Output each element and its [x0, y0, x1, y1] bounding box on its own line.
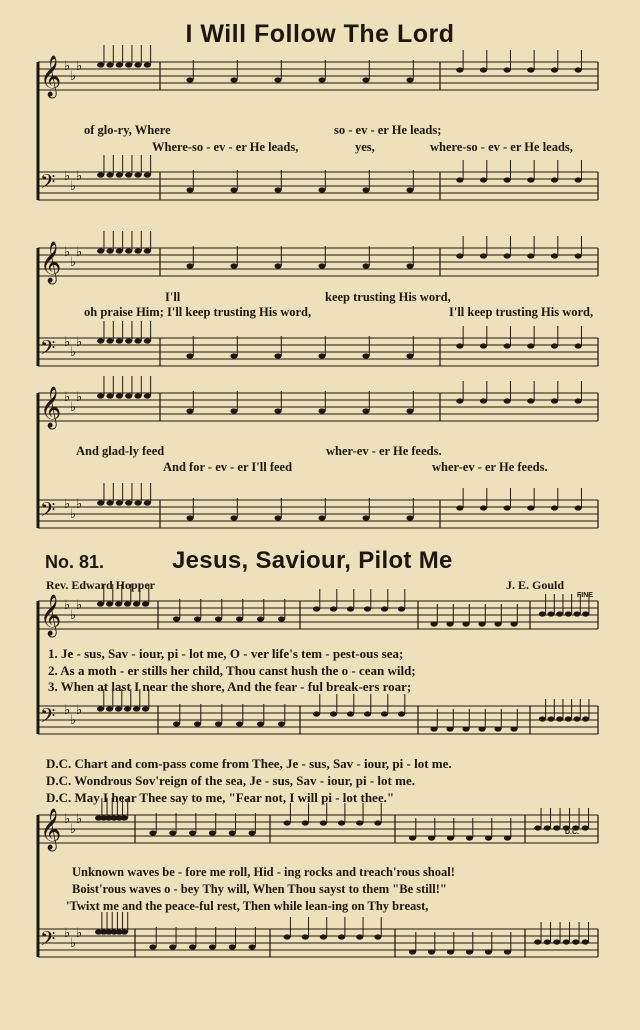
note-head [547, 716, 554, 721]
note-head [149, 830, 156, 835]
flat-sign: ♭ [64, 497, 71, 512]
note-head [318, 77, 325, 82]
note-head [356, 820, 363, 825]
note-head [547, 611, 554, 616]
note-head [446, 726, 453, 731]
flat-sign: ♭ [64, 812, 71, 827]
note-head [485, 835, 492, 840]
note-head [575, 343, 582, 348]
note-head [257, 616, 264, 621]
flat-sign: ♭ [64, 598, 71, 613]
note-head [409, 949, 416, 954]
note-head [428, 949, 435, 954]
note-head [189, 830, 196, 835]
note-head [121, 815, 128, 820]
note-head [186, 408, 193, 413]
note-head [527, 343, 534, 348]
dc-marking: D.C. [565, 829, 579, 836]
treble-clef: 𝄞 [40, 387, 62, 428]
lyric-line: oh praise Him; I'll keep trusting His word, [84, 305, 312, 319]
note-head [556, 611, 563, 616]
flat-sign: ♭ [70, 255, 77, 270]
note-head [551, 177, 558, 182]
note-head [215, 721, 222, 726]
flat-sign: ♭ [76, 703, 83, 718]
note-head [362, 263, 369, 268]
flat-sign: ♭ [76, 59, 83, 74]
note-head [116, 248, 123, 253]
note-head [274, 353, 281, 358]
note-head [144, 338, 151, 343]
note-head [230, 353, 237, 358]
lyric-line: And glad-ly feed [76, 444, 165, 458]
note-head [446, 621, 453, 626]
composer-credit: J. E. Gould [506, 578, 565, 592]
note-head [551, 67, 558, 72]
note-head [230, 77, 237, 82]
note-head [115, 706, 122, 711]
note-head [144, 500, 151, 505]
note-head [125, 500, 132, 505]
note-head [362, 77, 369, 82]
note-head [527, 177, 534, 182]
flat-sign: ♭ [70, 179, 77, 194]
lyric-line: of glo-ry, Where [84, 123, 171, 137]
note-head [406, 187, 413, 192]
note-head [320, 934, 327, 939]
flat-sign: ♭ [76, 335, 83, 350]
flat-sign: ♭ [70, 936, 77, 951]
treble-clef: 𝄞 [40, 242, 62, 283]
note-head [236, 721, 243, 726]
treble-clef: 𝄞 [40, 595, 62, 636]
note-head [374, 820, 381, 825]
note-head [478, 726, 485, 731]
note-head [553, 939, 560, 944]
flat-sign: ♭ [76, 497, 83, 512]
note-head [504, 949, 511, 954]
note-head [134, 338, 141, 343]
note-head [381, 711, 388, 716]
note-head [115, 601, 122, 606]
note-head [534, 939, 541, 944]
note-head [278, 616, 285, 621]
note-head [186, 77, 193, 82]
note-head [209, 830, 216, 835]
note-head [504, 505, 511, 510]
note-head [347, 606, 354, 611]
note-head [398, 606, 405, 611]
flat-sign: ♭ [76, 812, 83, 827]
note-head [573, 716, 580, 721]
note-head [186, 187, 193, 192]
flat-sign: ♭ [64, 926, 71, 941]
note-head [97, 172, 104, 177]
note-head [121, 929, 128, 934]
note-head [480, 398, 487, 403]
note-head [356, 934, 363, 939]
note-head [582, 825, 589, 830]
lyric-line: And for - ev - er I'll feed [163, 460, 293, 474]
refrain-line: Unknown waves be - fore me roll, Hid - ing rocks and treach'rous shoal! [72, 865, 455, 879]
note-head [551, 253, 558, 258]
flat-sign: ♭ [76, 245, 83, 260]
note-head [504, 398, 511, 403]
lyric-line: wher-ev - er He feeds. [326, 444, 442, 458]
note-head [330, 711, 337, 716]
note-head [274, 408, 281, 413]
note-head [478, 621, 485, 626]
note-head [430, 621, 437, 626]
note-head [169, 830, 176, 835]
note-head [338, 934, 345, 939]
note-head [257, 721, 264, 726]
note-head [274, 77, 281, 82]
note-head [362, 408, 369, 413]
note-head [504, 67, 511, 72]
note-head [447, 949, 454, 954]
lyric-line: I'll keep trusting His word, [449, 305, 594, 319]
note-head [565, 716, 572, 721]
dc-line: D.C. Wondrous Sov'reign of the sea, Je - sus, Sav - iour, pi - lot me. [46, 773, 415, 788]
flat-sign: ♭ [64, 703, 71, 718]
note-head [97, 248, 104, 253]
note-head [510, 621, 517, 626]
note-head [283, 934, 290, 939]
note-head [144, 248, 151, 253]
note-head [504, 835, 511, 840]
note-head [575, 177, 582, 182]
note-head [230, 515, 237, 520]
note-head [106, 172, 113, 177]
note-head [362, 515, 369, 520]
dc-line: D.C. May I hear Thee say to me, "Fear not, I will pi - lot thee." [46, 790, 395, 805]
note-head [97, 500, 104, 505]
note-head [215, 616, 222, 621]
bass-clef: 𝄢 [40, 170, 56, 198]
note-head [278, 721, 285, 726]
note-head [347, 711, 354, 716]
note-head [539, 716, 546, 721]
note-head [406, 263, 413, 268]
note-head [318, 263, 325, 268]
note-head [106, 248, 113, 253]
note-head [194, 616, 201, 621]
note-head [362, 353, 369, 358]
note-head [447, 835, 454, 840]
note-head [406, 515, 413, 520]
note-head [134, 248, 141, 253]
note-head [133, 601, 140, 606]
note-head [462, 726, 469, 731]
lyric-line: wher-ev - er He feeds. [432, 460, 548, 474]
note-head [430, 726, 437, 731]
note-head [318, 187, 325, 192]
note-head [318, 515, 325, 520]
note-head [582, 611, 589, 616]
note-head [142, 601, 149, 606]
note-head [582, 716, 589, 721]
note-head [248, 944, 255, 949]
verse-line: 2. As a moth - er stills her child, Thou canst hush the o - cean wild; [48, 663, 416, 678]
note-head [106, 601, 113, 606]
flat-sign: ♭ [70, 400, 77, 415]
flat-sign: ♭ [64, 245, 71, 260]
note-head [125, 338, 132, 343]
note-head [494, 621, 501, 626]
note-head [409, 835, 416, 840]
note-head [116, 172, 123, 177]
lyric-line: Where-so - ev - er He leads, [152, 140, 299, 154]
note-head [116, 393, 123, 398]
note-head [406, 77, 413, 82]
note-head [551, 505, 558, 510]
note-head [186, 263, 193, 268]
note-head [318, 408, 325, 413]
verse-line: 1. Je - sus, Sav - iour, pi - lot me, O - ver life's tem - pest-ous sea; [48, 646, 404, 661]
note-head [116, 62, 123, 67]
verse-line: 3. When at last I near the shore, And the fear - ful break-ers roar; [48, 679, 412, 694]
note-head [97, 706, 104, 711]
note-head [456, 67, 463, 72]
note-head [173, 721, 180, 726]
flat-sign: ♭ [70, 507, 77, 522]
song-title: I Will Follow The Lord [185, 20, 455, 48]
flat-sign: ♭ [64, 169, 71, 184]
note-head [573, 611, 580, 616]
note-head [575, 398, 582, 403]
flat-sign: ♭ [76, 926, 83, 941]
note-head [186, 515, 193, 520]
note-head [116, 500, 123, 505]
note-head [398, 711, 405, 716]
note-head [97, 338, 104, 343]
note-head [539, 611, 546, 616]
note-head [364, 606, 371, 611]
note-head [527, 398, 534, 403]
note-head [362, 187, 369, 192]
note-head [169, 944, 176, 949]
note-head [575, 67, 582, 72]
note-head [563, 939, 570, 944]
note-head [374, 934, 381, 939]
note-head [230, 263, 237, 268]
lyric-line: yes, [355, 140, 375, 154]
bass-clef: 𝄢 [40, 498, 56, 526]
note-head [142, 706, 149, 711]
note-head [125, 62, 132, 67]
fine-marking: FINE [577, 592, 593, 599]
note-head [485, 949, 492, 954]
note-head [504, 343, 511, 348]
note-head [229, 830, 236, 835]
note-head [456, 505, 463, 510]
note-head [330, 606, 337, 611]
note-head [456, 398, 463, 403]
note-head [466, 949, 473, 954]
refrain-line: Boist'rous waves o - bey Thy will, When Thou sayst to them "Be still!" [72, 882, 447, 896]
note-head [582, 939, 589, 944]
flat-sign: ♭ [64, 390, 71, 405]
note-head [116, 338, 123, 343]
note-head [248, 830, 255, 835]
note-head [318, 353, 325, 358]
note-head [274, 263, 281, 268]
note-head [124, 601, 131, 606]
note-head [97, 393, 104, 398]
note-head [456, 343, 463, 348]
note-head [134, 172, 141, 177]
flat-sign: ♭ [64, 59, 71, 74]
bass-clef: 𝄢 [40, 927, 56, 955]
note-head [462, 621, 469, 626]
flat-sign: ♭ [70, 345, 77, 360]
note-head [144, 172, 151, 177]
note-head [189, 944, 196, 949]
note-head [480, 505, 487, 510]
note-head [125, 172, 132, 177]
note-head [364, 711, 371, 716]
note-head [149, 944, 156, 949]
note-head [302, 820, 309, 825]
song-title: Jesus, Saviour, Pilot Me [172, 547, 453, 574]
flat-sign: ♭ [70, 608, 77, 623]
note-head [144, 393, 151, 398]
note-head [456, 253, 463, 258]
note-head [97, 62, 104, 67]
note-head [480, 253, 487, 258]
note-head [302, 934, 309, 939]
note-head [173, 616, 180, 621]
note-head [575, 253, 582, 258]
note-head [544, 939, 551, 944]
flat-sign: ♭ [70, 713, 77, 728]
note-head [406, 408, 413, 413]
note-head [527, 253, 534, 258]
note-head [106, 393, 113, 398]
note-head [144, 62, 151, 67]
note-head [406, 353, 413, 358]
note-head [527, 505, 534, 510]
note-head [572, 939, 579, 944]
note-head [504, 177, 511, 182]
note-head [125, 393, 132, 398]
refrain-line: 'Twixt me and the peace-ful rest, Then while lean-ing on Thy breast, [66, 899, 429, 913]
note-head [194, 721, 201, 726]
note-head [230, 187, 237, 192]
note-head [236, 616, 243, 621]
flat-sign: ♭ [76, 598, 83, 613]
note-head [466, 835, 473, 840]
note-head [428, 835, 435, 840]
note-head [527, 67, 534, 72]
note-head [230, 408, 237, 413]
note-head [320, 820, 327, 825]
flat-sign: ♭ [64, 335, 71, 350]
note-head [510, 726, 517, 731]
note-head [209, 944, 216, 949]
flat-sign: ♭ [76, 169, 83, 184]
lyric-line: so - ev - er He leads; [334, 123, 442, 137]
note-head [134, 500, 141, 505]
note-head [553, 825, 560, 830]
flat-sign: ♭ [70, 69, 77, 84]
note-head [125, 248, 132, 253]
note-head [313, 606, 320, 611]
treble-clef: 𝄞 [40, 809, 62, 850]
note-head [565, 611, 572, 616]
note-head [381, 606, 388, 611]
note-head [551, 343, 558, 348]
note-head [504, 253, 511, 258]
note-head [133, 706, 140, 711]
note-head [106, 338, 113, 343]
flat-sign: ♭ [70, 822, 77, 837]
note-head [97, 601, 104, 606]
note-head [544, 825, 551, 830]
bass-clef: 𝄢 [40, 336, 56, 364]
note-head [106, 500, 113, 505]
note-head [480, 177, 487, 182]
note-head [229, 944, 236, 949]
note-head [313, 711, 320, 716]
note-head [456, 177, 463, 182]
note-head [186, 353, 193, 358]
note-head [274, 187, 281, 192]
treble-clef: 𝄞 [40, 56, 62, 97]
note-head [534, 825, 541, 830]
note-head [480, 343, 487, 348]
flat-sign: ♭ [76, 390, 83, 405]
lyric-line: I'll [165, 290, 181, 304]
note-head [283, 820, 290, 825]
note-head [494, 726, 501, 731]
note-head [106, 62, 113, 67]
note-head [338, 820, 345, 825]
lyric-line: keep trusting His word, [325, 290, 451, 304]
note-head [106, 706, 113, 711]
lyric-line: where-so - ev - er He leads, [430, 140, 573, 154]
note-head [134, 62, 141, 67]
author-credit: Rev. Edward Hopper [46, 578, 156, 592]
note-head [134, 393, 141, 398]
bass-clef: 𝄢 [40, 704, 56, 732]
note-head [575, 505, 582, 510]
note-head [124, 706, 131, 711]
note-head [480, 67, 487, 72]
dc-line: D.C. Chart and com-pass come from Thee, Je - sus, Sav - iour, pi - lot me. [46, 756, 452, 771]
note-head [551, 398, 558, 403]
hymn-number: No. 81. [45, 552, 105, 572]
note-head [556, 716, 563, 721]
note-head [274, 515, 281, 520]
